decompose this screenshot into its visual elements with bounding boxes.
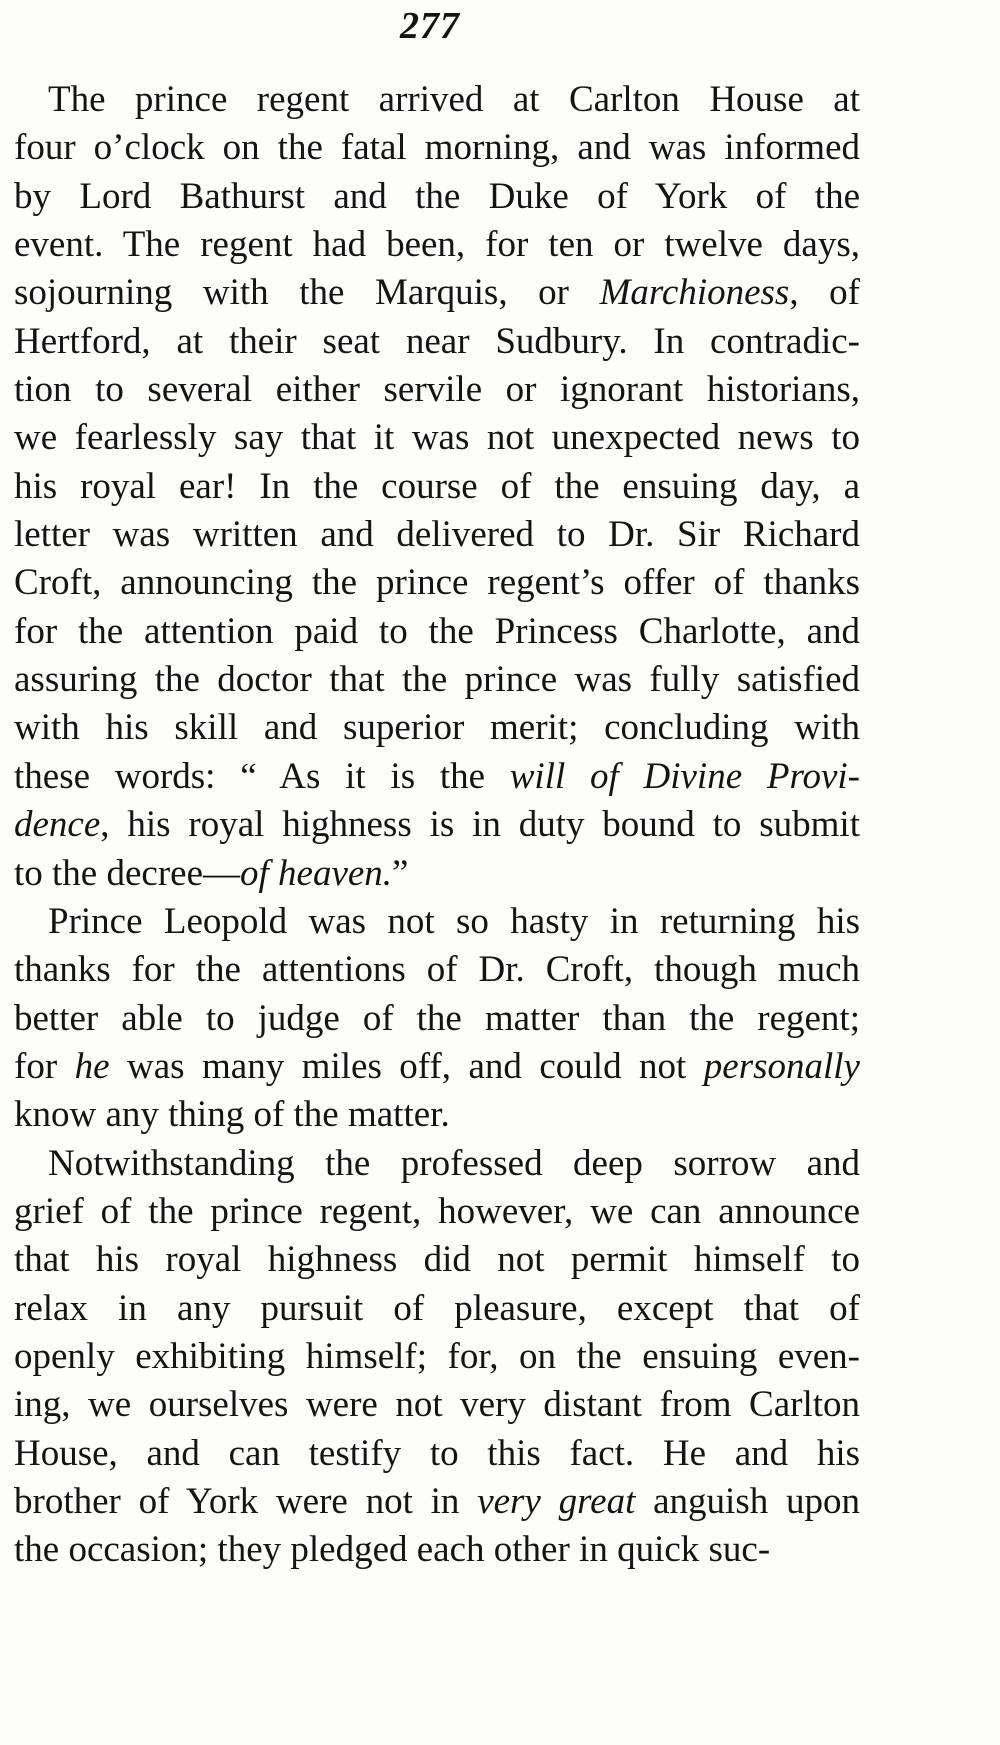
text-run: for — [14, 1045, 75, 1087]
text-line — [14, 463, 860, 511]
text-line — [14, 995, 860, 1043]
page-number: 277 — [400, 5, 460, 47]
text-run: better able to judge of the matter than the regent; — [14, 997, 860, 1039]
text-run: House, and can testify to this fact. He and his — [14, 1432, 860, 1474]
text-run: openly exhibiting himself; for, on the ensuing even- — [14, 1335, 860, 1377]
text-line — [14, 1333, 860, 1381]
text-run: Notwithstanding the professed deep sorrow and — [48, 1142, 860, 1184]
text-run: the occasion; they pledged each other in quick suc- — [14, 1529, 771, 1571]
text-line — [14, 559, 860, 607]
text-run: brother of York were not in — [14, 1480, 478, 1522]
text-line — [14, 1430, 860, 1478]
text-run: The prince regent arrived at Carlton House at — [48, 79, 860, 120]
italic-text: very great — [477, 1480, 636, 1522]
text-run: by Lord Bathurst and the Duke of York of the — [14, 175, 860, 217]
text-run: tion to several either servile or ignorant historians, — [14, 369, 860, 411]
text-line — [14, 269, 860, 317]
text-line — [14, 76, 860, 124]
text-line — [14, 366, 860, 414]
italic-text: of heaven. — [240, 852, 393, 894]
text-line — [14, 1526, 860, 1574]
text-run: sojourning with the Marquis, or — [14, 272, 600, 314]
text-run: grief of the prince regent, however, we can announce — [14, 1190, 860, 1232]
italic-text: he — [74, 1045, 110, 1087]
body-text — [14, 76, 860, 1575]
text-line — [14, 1381, 860, 1429]
italic-text: Marchioness — [599, 272, 790, 314]
text-line — [14, 704, 860, 752]
italic-text: will of Divine Provi- — [509, 755, 860, 797]
italic-text: dence — [14, 804, 101, 846]
text-run: Prince Leopold was not so hasty in returning his — [48, 900, 860, 942]
text-line — [14, 1091, 860, 1139]
text-run: , his royal highness is in duty bound to submit — [100, 804, 860, 846]
text-run: , of — [789, 272, 860, 314]
text-run: ” — [392, 852, 409, 894]
text-run: event. The regent had been, for ten or twelve days, — [14, 224, 860, 266]
text-run: to the decree— — [14, 852, 240, 894]
text-run: assuring the doctor that the prince was fully satisfied — [14, 659, 860, 701]
text-line — [14, 898, 860, 946]
paragraph — [14, 898, 860, 1140]
text-run: thanks for the attentions of Dr. Croft, though much — [14, 949, 860, 991]
text-run: for the attention paid to the Princess Charlotte, and — [14, 610, 860, 652]
text-run: four o’clock on the fatal morning, and was informed — [14, 127, 860, 169]
text-run: ing, we ourselves were not very distant from Carlton — [14, 1384, 860, 1426]
text-run: we fearlessly say that it was not unexpected news to — [14, 417, 860, 459]
text-line — [14, 173, 860, 221]
text-line — [14, 414, 860, 462]
italic-text: personally — [703, 1045, 860, 1087]
text-line — [14, 608, 860, 656]
text-line — [14, 1478, 860, 1526]
text-run: his royal ear! In the course of the ensuing day, a — [14, 465, 860, 507]
text-line — [14, 850, 860, 898]
text-line — [14, 801, 860, 849]
text-run: that his royal highness did not permit himself to — [14, 1239, 860, 1281]
text-run: with his skill and superior merit; concluding with — [14, 707, 860, 749]
text-line — [14, 656, 860, 704]
text-line — [14, 1285, 860, 1333]
text-line — [14, 1236, 860, 1284]
text-line — [14, 318, 860, 366]
text-line — [14, 946, 860, 994]
paragraph — [14, 1140, 860, 1575]
text-run: Croft, announcing the prince regent’s offer of thanks — [14, 562, 860, 604]
text-line — [14, 221, 860, 269]
text-line — [14, 753, 860, 801]
text-line — [14, 511, 860, 559]
text-line — [14, 1140, 860, 1188]
text-run: relax in any pursuit of pleasure, except that of — [14, 1287, 860, 1329]
text-run: was many miles off, and could not — [109, 1045, 704, 1087]
text-line — [14, 1043, 860, 1091]
paragraph — [14, 76, 860, 898]
text-run: these words: “ As it is the — [14, 755, 510, 797]
text-line — [14, 1188, 860, 1236]
text-run: know any thing of the matter. — [14, 1094, 450, 1136]
text-line — [14, 124, 860, 172]
text-run: Hertford, at their seat near Sudbury. In contradic- — [14, 320, 860, 362]
text-run: anguish upon — [635, 1480, 860, 1522]
text-run: letter was written and delivered to Dr. Sir Richard — [14, 514, 860, 556]
